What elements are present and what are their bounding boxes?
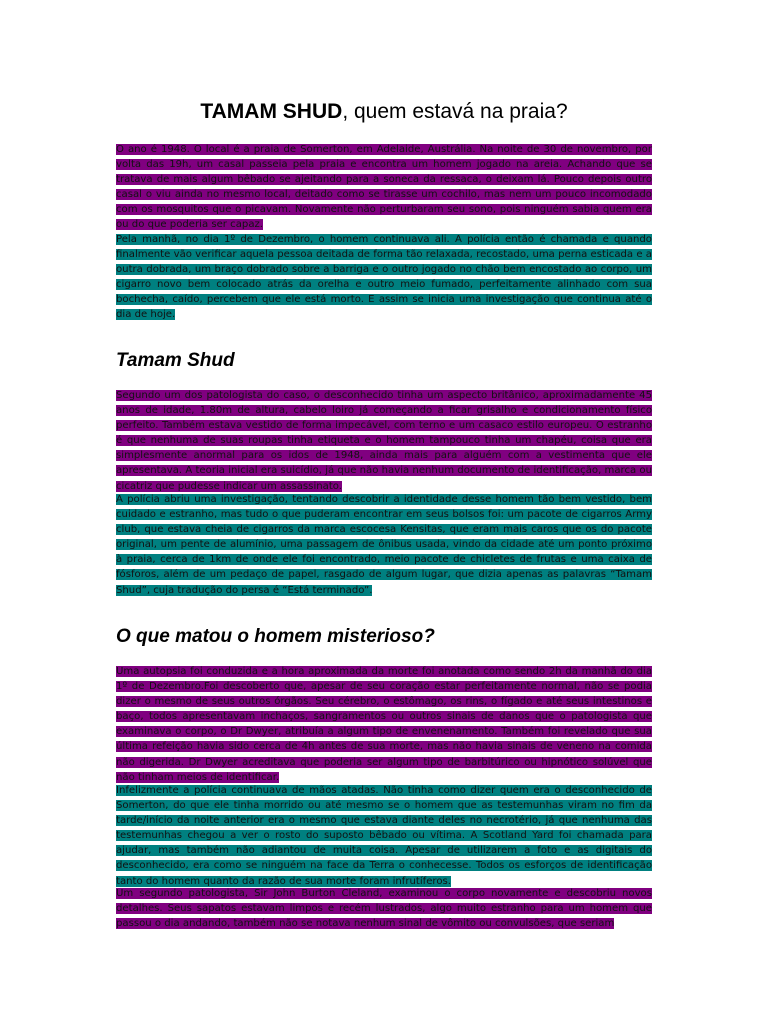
document-title	[116, 100, 652, 124]
paragraph	[116, 492, 652, 598]
highlighted-text: Pela manhã, no dia 1º de Dezembro, o homem continuava ali. A polícia então é chamada e quando finalmente vão verificar aquela pessoa deitada de forma tão relaxada, recostado, uma perna esticada e a outra dobrada, um braço dobrado sobre a barriga e o outro jogado no chão bem encostado ao corpo, um cigarro novo bem colocado atrás da orelha e outro meio fumado, perfeitamente alinhado com sua bochecha, caído, percebem que ele está morto. E assim se inicia uma investigação que continua até o dia de hoje.	[116, 234, 652, 321]
title-bold: TAMAM SHUD	[200, 100, 343, 123]
title-rest: , quem estavá na praia?	[342, 100, 568, 123]
section-heading: Tamam Shud	[116, 350, 235, 371]
paragraph	[116, 232, 652, 323]
highlighted-text: Infelizmente a polícia continuava de mãos atadas. Não tinha como dizer quem era o desconhecido de Somerton, do que ele tinha morrido ou até mesmo se o homem que as testemunhas viram no fim da tarde/início da noite anterior era o mesmo que estava diante deles no necrotério, já que nenhuma das testemunhas chegou a ver o rosto do suposto bêbado ou vítima. A Scotland Yard foi chamada para ajudar, mas também não adiantou de muita coisa. Apesar de utilizarem a foto e as digitais do desconhecido, era como se ninguém na face da Terra o conhecesse. Todos os esforços de identificação tanto do homem quanto da razão de sua morte foram infrutíferos.	[116, 785, 652, 887]
highlighted-text: Uma autopsia foi conduzida e a hora aproximada da morte foi anotada como sendo 2h da manhã do dia 1º de Dezembro.Foi descoberto que, apesar de seu coração estar perfeitamente normal, não se podia dizer o mesmo de seus outros órgãos. Seu cérebro, o estômago, os rins, o fígado e até seus intestinos e baço, todos apresentavam inchaços, sangramentos ou outros sinais de danos que o patologista que examinava o corpo, o Dr Dwyer, atribuía a algum tipo de envenenamento. Também foi revelado que sua última refeição havia sido cerca de 4h antes de sua morte, mas não havia sinais de veneno na comida não digerida. Dr Dwyer acreditava que poderia ser algum tipo de barbitúrico ou hipnótico solúvel que não tinham meios de identificar.	[116, 666, 652, 783]
paragraph	[116, 664, 652, 785]
paragraph	[116, 783, 652, 889]
highlighted-text: O ano é 1948. O local é a praia de Somerton, em Adelaide, Austrália. Na noite de 30 de novembro, por volta das 19h, um casal passeia pela praia e encontra um homem jogado na areia. Achando que se tratava de mais algum bêbado se ajeitando para a soneca da ressaca, o deixam lá. Pouco depois outro casal o viu ainda no mesmo local, deitado como se tirasse um cochilo, mas nem um pouco incomodado com os mosquitos que o picavam. Novamente não perturbaram seu sono, pois ninguém sabia quem era ou do que poderia ser capaz.	[116, 144, 652, 231]
paragraph	[116, 142, 652, 233]
highlighted-text: Segundo um dos patologista do caso, o desconhecido tinha um aspecto britânico, aproximadamente 45 anos de idade, 1.80m de altura, cabelo loiro já começando a ficar grisalho e condicionamento físico perfeito. Também estava vestido de forma impecável, com terno e um casaco estilo europeu. O estranho é que nenhuma de suas roupas tinha etiqueta e o homem tampouco tinha um chapéu, coisa que era simplesmente anormal para os idos de 1948, ainda mais para alguém com a vestimenta que ele apresentava. A teoria inicial era suicídio, já que não havia nenhum documento de identificação, marca ou cicatriz que pudesse indicar um assassinato.	[116, 390, 652, 492]
highlighted-text: Um segundo patologista, Sir John Burton Cleland, examinou o corpo novamente e descobriu novos detalhes. Seus sapatos estavam limpos e recém lustrados, algo muito estranho para um homem que passou o dia andando, também não se notava nenhum sinal de vômito ou convulsões, que seriam	[116, 888, 652, 930]
paragraph	[116, 388, 652, 494]
section-heading: O que matou o homem misterioso?	[116, 626, 435, 647]
paragraph	[116, 886, 652, 931]
highlighted-text: A polícia abriu uma investigação, tentando descobrir a identidade desse homem tão bem vestido, bem cuidado e estranho, mas tudo o que puderam encontrar em seus bolsos foi: um pacote de cigarros Army club, que estava cheia de cigarros da marca escocesa Kensitas, que eram mais caros que os do pacote original, um pente de alumínio, uma passagem de ônibus usada, vindo da cidade até um ponto próximo à praia, cerca de 1km de onde ele foi encontrado, meio pacote de chicletes de frutas e uma caixa de fósforos, além de um pedaço de papel, rasgado de algum lugar, que dizia apenas as palavras “Tamam Shud”, cuja tradução do persa é “Está terminado”.	[116, 494, 652, 596]
